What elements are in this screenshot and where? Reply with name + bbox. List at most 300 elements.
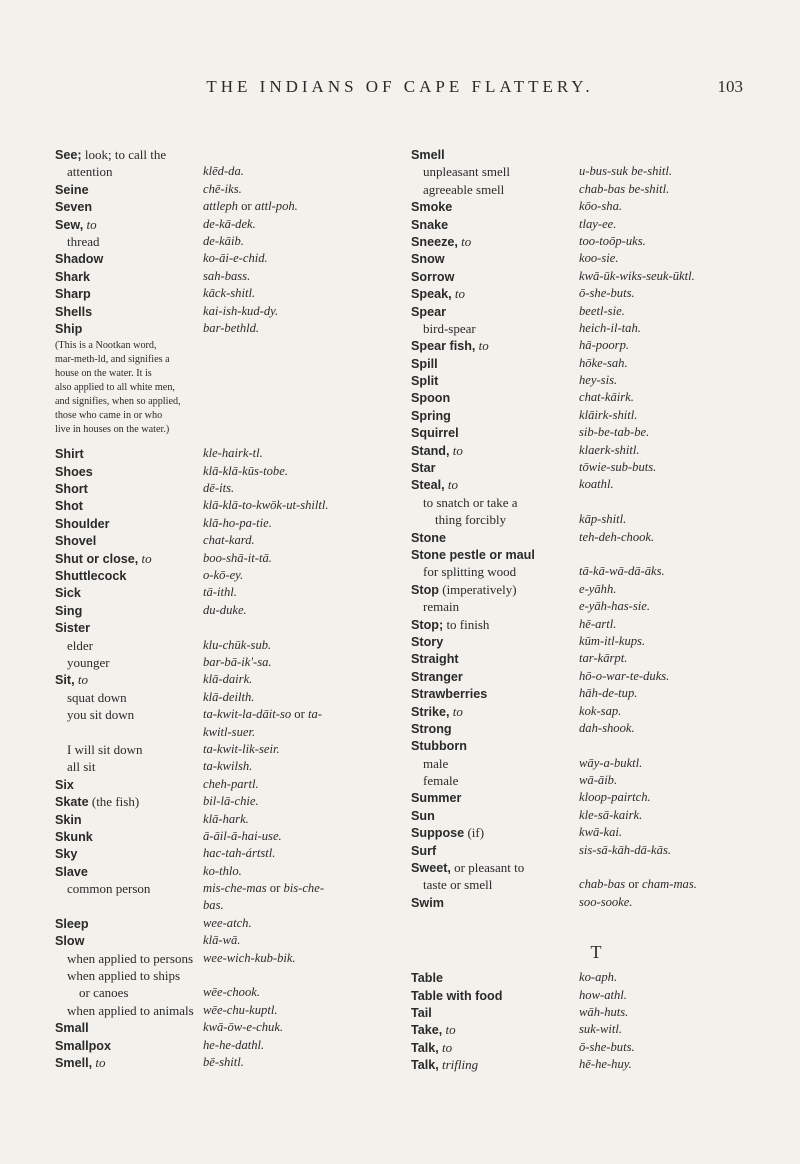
entry-sorrow: [411, 268, 781, 285]
translation: kwā-ūk-wiks-seuk-ūktl.: [579, 268, 695, 283]
translation: chat-kāirk.: [579, 390, 634, 405]
translation: ta-kwilsh.: [203, 759, 253, 774]
headword: Slave: [55, 864, 88, 879]
english: thread: [67, 233, 100, 249]
translation: wēe-chu-kuptl.: [203, 1002, 278, 1017]
section-letter: T: [590, 942, 602, 963]
entry-six: [55, 776, 355, 793]
headword-note: (the fish): [88, 794, 140, 810]
entry-smallpox: [55, 1037, 355, 1054]
translation: sah-bass.: [203, 268, 251, 283]
headword: Small: [55, 1021, 89, 1036]
headword: Star: [411, 461, 436, 476]
entry-younger: [55, 654, 355, 671]
translation: klā-wā.: [203, 933, 241, 948]
entry-table: [411, 969, 781, 986]
note-line: (This is a Nootkan word,: [55, 340, 157, 352]
translation: chat-kard.: [203, 533, 255, 548]
translation: kle-sā-kairk.: [579, 807, 643, 822]
entry-shut: [55, 550, 355, 567]
entry-forcibly: [411, 511, 781, 528]
headword-to: to: [451, 286, 465, 302]
note-line: those who came in or who: [55, 410, 163, 422]
headword: Spill: [411, 356, 438, 371]
entry-shadow: [55, 250, 355, 267]
or-word: or: [625, 877, 642, 892]
translation: de-kā-dek.: [203, 216, 256, 231]
translation: ta-kwit-lik-seir.: [203, 741, 280, 756]
english: for splitting wood: [423, 564, 517, 580]
entry-spear-fish: [411, 337, 781, 354]
headword-to: to: [438, 1039, 453, 1055]
headword: Smell,: [55, 1055, 93, 1070]
entry-squat: [55, 689, 355, 706]
headword: Sister: [55, 621, 91, 636]
translation-a: attleph: [203, 199, 238, 214]
headword: Summer: [411, 791, 462, 806]
headword: Spring: [411, 408, 451, 423]
entry-shovel: [55, 532, 355, 549]
headword: Sky: [55, 847, 78, 862]
entry-sleep: [55, 915, 355, 932]
entry-talk: [411, 1039, 781, 1056]
entry-strong: [411, 720, 781, 737]
headword: Tail: [411, 1005, 432, 1020]
entry-shirt: [55, 445, 355, 462]
headword: Stop: [411, 582, 439, 597]
headword: Strawberries: [411, 687, 488, 702]
translation: tā-kā-wā-dā-āks.: [579, 564, 665, 579]
translation: soo-sooke.: [579, 894, 633, 909]
english: female: [423, 773, 459, 789]
entry-shoulder: [55, 515, 355, 532]
headword: Shuttlecock: [55, 569, 127, 584]
headword-to: to: [74, 672, 88, 688]
entry-slave: [55, 863, 355, 880]
translation: tōwie-sub-buts.: [579, 460, 657, 475]
translation: klā-hark.: [203, 811, 249, 826]
translation: klaerk-shitl.: [579, 442, 640, 457]
headword: Steal,: [411, 478, 445, 493]
headword: Take,: [411, 1023, 443, 1038]
english: to snatch or take a: [423, 494, 518, 510]
translation: kōo-sha.: [579, 199, 623, 214]
entry-swim: [411, 894, 781, 911]
headword-note: (imperatively): [438, 581, 517, 597]
translation: wā-āib.: [579, 773, 618, 788]
translation: kle-hairk-tl.: [203, 446, 263, 461]
english: remain: [423, 599, 460, 615]
entry-ship: [55, 320, 355, 337]
english: taste or smell: [423, 877, 493, 893]
translation: kai-ish-kud-dy.: [203, 303, 279, 318]
translation: hā-poorp.: [579, 338, 630, 353]
entry-common-person: [55, 880, 355, 897]
headword: Story: [411, 634, 444, 649]
headword: Spear fish,: [411, 339, 476, 354]
translation: klā-deilth.: [203, 689, 255, 704]
translation: chē-iks.: [203, 181, 242, 196]
entry-taste-smell: [411, 876, 781, 893]
translation: bar-bā-ik'-sa.: [203, 654, 272, 669]
entry-male: [411, 755, 781, 772]
entry-summer: [411, 789, 781, 806]
headword: Short: [55, 482, 88, 497]
headword: Slow: [55, 934, 85, 949]
headword-to: to: [449, 442, 463, 458]
headword: Swim: [411, 895, 444, 910]
translation: heich-il-tah.: [579, 320, 641, 335]
entry-sit: [55, 671, 355, 688]
headword: Spoon: [411, 391, 451, 406]
translation: koo-sie.: [579, 251, 619, 266]
headword: Stubborn: [411, 739, 467, 754]
entry-spoon: [411, 389, 781, 406]
translation: ō-she-buts.: [579, 286, 635, 301]
entry-small: [55, 1019, 355, 1036]
headword: Shut or close,: [55, 551, 139, 566]
note-line: mar-meth-ld, and signifies a: [55, 354, 170, 366]
entry-stranger: [411, 668, 781, 685]
entry-star: [411, 459, 781, 476]
headword: Shells: [55, 304, 93, 319]
translation: hac-tah-ártstl.: [203, 846, 276, 861]
english: you sit down: [67, 707, 135, 723]
entry-tail: [411, 1004, 781, 1021]
translation: ō-she-buts.: [579, 1039, 635, 1054]
headword: Stand,: [411, 443, 450, 458]
headword: Stop;: [411, 617, 444, 632]
entry-bird-spear: [411, 320, 781, 337]
entry-stone-pestle: [411, 546, 781, 563]
headword: Snow: [411, 252, 445, 267]
translation: hō-o-war-te-duks.: [579, 668, 670, 683]
headword: Shovel: [55, 534, 97, 549]
translation: o-kō-ey.: [203, 568, 244, 583]
translation: de-kāib.: [203, 233, 244, 248]
entry-sneeze: [411, 233, 781, 250]
note-line: also applied to all white men,: [55, 382, 175, 394]
entry-sun: [411, 807, 781, 824]
headword: Spear: [411, 304, 447, 319]
note-line: and signifies, when so applied,: [55, 396, 181, 408]
english: when applied to animals: [67, 1002, 194, 1018]
translation: dē-its.: [203, 481, 235, 496]
left-column: [55, 146, 355, 1071]
entry-talk-trifling: [411, 1056, 781, 1073]
entry-snake: [411, 216, 781, 233]
entry-story: [411, 633, 781, 650]
headword-to: to: [442, 1022, 456, 1038]
translation: kāp-shitl.: [579, 512, 627, 527]
translation: too-toōp-uks.: [579, 233, 646, 248]
headword: Stone pestle or maul: [411, 547, 535, 562]
entry-short: [55, 480, 355, 497]
headword-note: (if): [464, 825, 485, 841]
headword: Skate: [55, 795, 89, 810]
entry-smoke: [411, 198, 781, 215]
entry-strawberries: [411, 685, 781, 702]
entry-slow: [55, 932, 355, 949]
translation: tā-ithl.: [203, 585, 237, 600]
entry-sky: [55, 845, 355, 862]
spacer: [411, 911, 781, 931]
headword-to: to: [475, 338, 489, 354]
translation: wāy-a-buktl.: [579, 755, 643, 770]
translation: ko-aph.: [579, 970, 618, 985]
translation: u-bus-suk be-shitl.: [579, 164, 673, 179]
translation: [579, 876, 697, 893]
entry-elder: [55, 637, 355, 654]
translation: e-yāh-has-sie.: [579, 599, 650, 614]
translation-b: ta-: [307, 707, 322, 722]
translation: chab-bas be-shitl.: [579, 181, 670, 196]
translation: wee-atch.: [203, 915, 252, 930]
entry-sister: [55, 619, 355, 636]
ship-note: [55, 339, 355, 437]
headword: Shoulder: [55, 516, 110, 531]
translation: teh-deh-chook.: [579, 529, 655, 544]
translation: hōke-sah.: [579, 355, 628, 370]
headword: Straight: [411, 652, 459, 667]
translation: hey-sis.: [579, 373, 618, 388]
translation: wēe-chook.: [203, 985, 260, 1000]
or-word: or: [266, 881, 284, 896]
translation-b: attl-poh.: [254, 199, 298, 214]
headword: Split: [411, 374, 439, 389]
translation: hāh-de-tup.: [579, 686, 638, 701]
translation: beetl-sie.: [579, 303, 625, 318]
translation: klāirk-shitl.: [579, 407, 638, 422]
headword-to: to: [83, 216, 97, 232]
headword-note: or pleasant to: [450, 860, 525, 876]
headword: Smallpox: [55, 1038, 111, 1053]
english: common person: [67, 881, 151, 897]
headword: Speak,: [411, 287, 452, 302]
headword: Skin: [55, 812, 82, 827]
entry-you-sit: [55, 706, 355, 723]
headword: Squirrel: [411, 426, 459, 441]
entry-stop-finish: [411, 616, 781, 633]
translation: kūm-itl-kups.: [579, 633, 646, 648]
entry-stone: [411, 529, 781, 546]
headword: Talk,: [411, 1058, 439, 1073]
translation: e-yāhh.: [579, 581, 617, 596]
headword: Strike,: [411, 704, 450, 719]
entry-sharp: [55, 285, 355, 302]
translation: boo-shā-it-tā.: [203, 550, 272, 565]
headword-to: to: [92, 1054, 106, 1070]
entry-slow-ships: [55, 967, 355, 984]
entry-spear: [411, 303, 781, 320]
translation: ko-thlo.: [203, 863, 242, 878]
entry-shark: [55, 268, 355, 285]
entry-slow-persons: [55, 950, 355, 967]
headword: Seine: [55, 182, 89, 197]
entry-see-attention: [55, 163, 355, 180]
english: all sit: [67, 759, 96, 775]
translation: suk-witl.: [579, 1022, 623, 1037]
translation-continuation: kwitl-suer.: [203, 724, 256, 739]
headword: Sneeze,: [411, 234, 458, 249]
headword-note: look; to call the: [81, 147, 167, 162]
entry-split: [411, 372, 781, 389]
translation: sib-be-tab-be.: [579, 425, 650, 440]
headword: Ship: [55, 321, 83, 336]
translation-b: bis-che-: [283, 881, 325, 896]
translation: bil-lā-chie.: [203, 794, 259, 809]
entry-thread: [55, 233, 355, 250]
entry-surf: [411, 842, 781, 859]
translation: he-he-dathl.: [203, 1037, 265, 1052]
headword: Sick: [55, 586, 81, 601]
entry-strike: [411, 703, 781, 720]
headword: Strong: [411, 721, 452, 736]
headword: Six: [55, 777, 74, 792]
translation: [203, 706, 322, 723]
entry-stand: [411, 442, 781, 459]
headword: Shoes: [55, 464, 93, 479]
english: when applied to ships: [67, 968, 181, 984]
entry-see: [55, 146, 355, 163]
translation: hē-artl.: [579, 616, 617, 631]
headword: See;: [55, 148, 82, 162]
headword: Sharp: [55, 287, 91, 302]
entry-sweet: [411, 859, 781, 876]
translation: bē-shitl.: [203, 1054, 244, 1069]
english: male: [423, 755, 449, 771]
headword: Smoke: [411, 200, 453, 215]
translation: ā-āil-ā-hai-use.: [203, 828, 282, 843]
entry-stubborn: [411, 737, 781, 754]
headword-to: to: [138, 550, 152, 566]
headword: Shark: [55, 269, 91, 284]
headword-to: to: [457, 233, 472, 249]
or-word: or: [237, 199, 255, 214]
entry-slow-canoes: [55, 984, 355, 1001]
translation: klā-ho-pa-tie.: [203, 515, 272, 530]
entry-skunk: [55, 828, 355, 845]
headword: Table with food: [411, 988, 503, 1003]
entry-spill: [411, 355, 781, 372]
right-column: [411, 146, 781, 1074]
note-line: house on the water. It is: [55, 368, 152, 380]
translation: sis-sā-kāh-dā-kās.: [579, 842, 671, 857]
entry-steal: [411, 476, 781, 493]
entry-suppose: [411, 824, 781, 841]
running-head: THE INDIANS OF CAPE FLATTERY.: [206, 77, 594, 96]
entry-seven: [55, 198, 355, 215]
translation: klēd-da.: [203, 164, 244, 179]
headword: Sun: [411, 808, 435, 823]
entry-straight: [411, 650, 781, 667]
translation: koathl.: [579, 477, 614, 492]
translation-a: ta-kwit-la-dāit-so: [203, 707, 292, 722]
headword: Sew,: [55, 217, 84, 232]
translation: kwā-ōw-e-chuk.: [203, 1020, 284, 1035]
translation: kok-sap.: [579, 703, 622, 718]
entry-speak: [411, 285, 781, 302]
translation: klā-klā-to-kwōk-ut-shiltl.: [203, 498, 329, 513]
entry-take: [411, 1021, 781, 1038]
translation: dah-shook.: [579, 720, 635, 735]
headword: Stranger: [411, 669, 463, 684]
headword: Smell: [411, 148, 445, 162]
entry-sew: [55, 216, 355, 233]
translation: wee-wich-kub-bik.: [203, 950, 296, 965]
headword: Table: [411, 971, 443, 986]
page-number: 103: [717, 77, 743, 96]
entry-all-sit: [55, 758, 355, 775]
translation: [203, 198, 298, 215]
entry-slow-animals: [55, 1002, 355, 1019]
note-line: live in houses on the water.): [55, 424, 170, 436]
headword: Suppose: [411, 826, 465, 841]
translation: klu-chūk-sub.: [203, 637, 272, 652]
headword: Sit,: [55, 673, 75, 688]
english: bird-spear: [423, 320, 476, 336]
translation-continuation: bas.: [203, 898, 224, 913]
translation: klā-dairk.: [203, 672, 253, 687]
translation: wāh-huts.: [579, 1004, 629, 1019]
headword-to: trifling: [438, 1057, 479, 1073]
headword: Skunk: [55, 829, 93, 844]
entry-agreeable-smell: [411, 181, 781, 198]
translation: kloop-pairtch.: [579, 790, 651, 805]
headword: Sorrow: [411, 269, 455, 284]
translation-a: mis-che-mas: [203, 881, 267, 896]
entry-i-will-sit: [55, 741, 355, 758]
page-header: [0, 77, 800, 103]
headword: Shot: [55, 499, 83, 514]
translation: tlay-ee.: [579, 216, 617, 231]
headword: Shadow: [55, 252, 104, 267]
translation: bar-bethld.: [203, 320, 260, 335]
entry-shuttlecock: [55, 567, 355, 584]
headword: Seven: [55, 200, 93, 215]
entry-snow: [411, 250, 781, 267]
headword: Shirt: [55, 447, 84, 462]
entry-unpleasant-smell: [411, 163, 781, 180]
english: elder: [67, 637, 93, 653]
headword: Talk,: [411, 1040, 439, 1055]
translation: tar-kārpt.: [579, 651, 628, 666]
english: I will sit down: [67, 741, 143, 757]
entry-sing: [55, 602, 355, 619]
translation: hē-he-huy.: [579, 1057, 632, 1072]
translation: du-duke.: [203, 602, 247, 617]
entry-smell-to: [55, 1054, 355, 1071]
entry-spring: [411, 407, 781, 424]
translation: kāck-shitl.: [203, 286, 256, 301]
entry-remain: [411, 598, 781, 615]
headword: Snake: [411, 217, 449, 232]
entry-stop: [411, 581, 781, 598]
entry-squirrel: [411, 424, 781, 441]
entry-female: [411, 772, 781, 789]
entry-sick: [55, 584, 355, 601]
translation: kwā-kai.: [579, 825, 623, 840]
entry-shoes: [55, 463, 355, 480]
translation-a: chab-bas: [579, 877, 626, 892]
entry-table-food: [411, 987, 781, 1004]
english: agreeable smell: [423, 181, 505, 197]
or-word: or: [291, 707, 308, 722]
headword-note: to finish: [443, 616, 490, 632]
translation: [203, 880, 324, 897]
translation: how-athl.: [579, 987, 627, 1002]
entry-skin: [55, 811, 355, 828]
